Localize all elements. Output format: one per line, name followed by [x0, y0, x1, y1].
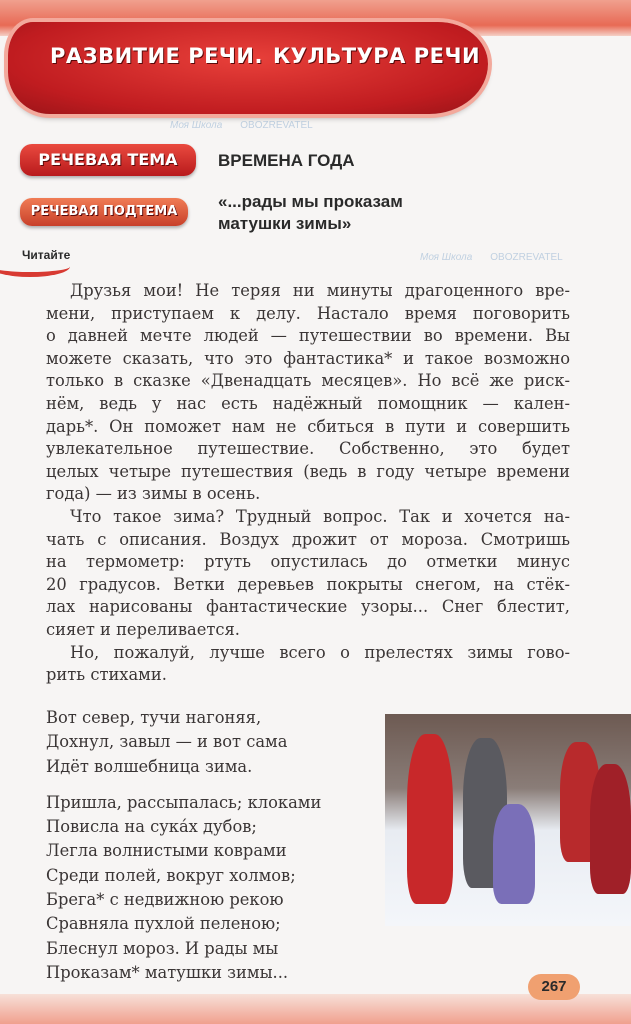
section-title	[50, 44, 480, 68]
poem-line: Дохнул, завыл — и вот сама	[46, 732, 288, 752]
poem-line: Блеснул мороз. И рады мы	[46, 938, 279, 958]
poem	[46, 706, 321, 985]
section-title-part2: КУЛЬТУРА РЕЧИ	[272, 44, 481, 68]
prose-line: чать с описания. Воздух дрожит от мороза. Смотришь	[46, 529, 570, 549]
prose-line: мени, приступаем к делу. Настало время поговорить	[46, 303, 570, 323]
prose-line: Что такое зима? Трудный вопрос. Так и хочется на-	[70, 506, 570, 526]
poem-line: Идёт волшебница зима.	[46, 756, 253, 776]
photo-figure	[590, 764, 631, 894]
subtopic-label: РЕЧЕВАЯ ПОДТЕМА	[20, 198, 188, 226]
stanza-gap	[46, 779, 321, 791]
prose-line: Но, пожалуй, лучше всего о прелестях зимы гово-	[70, 642, 570, 662]
subtopic-value	[218, 191, 403, 235]
subtopic-line: «...рады мы проказам	[218, 192, 403, 211]
poem-line: Проказам* матушки зимы...	[46, 962, 289, 982]
prose-line: только в сказке «Двенадцать месяцев». Но всё же риск-	[46, 371, 570, 391]
poem-line: Вот север, тучи нагоняя,	[46, 708, 262, 727]
prose-line: о давней мечте людей — путешествии во времени. Вы	[46, 326, 570, 346]
prose-line: увлекательное путешествие. Собственно, это будет	[46, 439, 570, 459]
topic-value: ВРЕМЕНА ГОДА	[218, 151, 355, 170]
prose-line: можете сказать, что это фантастика* и такое возможно	[46, 348, 570, 368]
poem-line: Легла волнистыми коврами	[46, 841, 287, 861]
subtopic-line: матушки зимы»	[218, 214, 352, 233]
winter-photo	[385, 714, 631, 926]
poem-line: Брега* с недвижною рекою	[46, 890, 284, 910]
read-label: Читайте	[22, 248, 71, 262]
watermark: Моя Школа OBOZREVATEL	[420, 252, 563, 263]
watermark: Моя Школа OBOZREVATEL	[170, 120, 313, 131]
poem-line: Среди полей, вокруг холмов;	[46, 865, 296, 885]
read-marker	[0, 248, 70, 270]
prose-line: нём, ведь у нас есть надёжный помощник — кален-	[46, 393, 570, 413]
photo-figure	[407, 734, 453, 904]
prose-line: сияет и переливается.	[46, 619, 240, 639]
prose-line: рить стихами.	[46, 665, 167, 685]
poem-line: Сравняла пухлой пеленою;	[46, 914, 281, 934]
prose-line: целых четыре путешествия (ведь в году четыре времени	[46, 461, 570, 481]
prose-line: лах нарисованы фантастические узоры... Снег блестит,	[46, 597, 570, 617]
prose-line: Друзья мои! Не теряя ни минуты драгоценного вре-	[70, 281, 570, 300]
poem-line: Пришла, рассыпалась; клоками	[46, 792, 322, 812]
prose-line: 20 градусов. Ветки деревьев покрыты снегом, на стёк-	[46, 574, 570, 594]
poem-line: Повисла на сука́х дубов;	[46, 817, 257, 837]
prose-line: на термометр: ртуть опустилась до отметки минус	[46, 552, 570, 572]
photo-figure	[493, 804, 535, 904]
prose-line: года) — из зимы в осень.	[46, 484, 261, 504]
page-number: 267	[528, 974, 580, 1000]
topic-label: РЕЧЕВАЯ ТЕМА	[20, 144, 196, 176]
prose-text	[46, 280, 570, 687]
section-title-part1: РАЗВИТИЕ РЕЧИ.	[50, 44, 263, 68]
section-banner	[8, 22, 488, 114]
prose-line: дарь*. Он поможет нам не сбиться в пути и совершить	[46, 416, 570, 436]
